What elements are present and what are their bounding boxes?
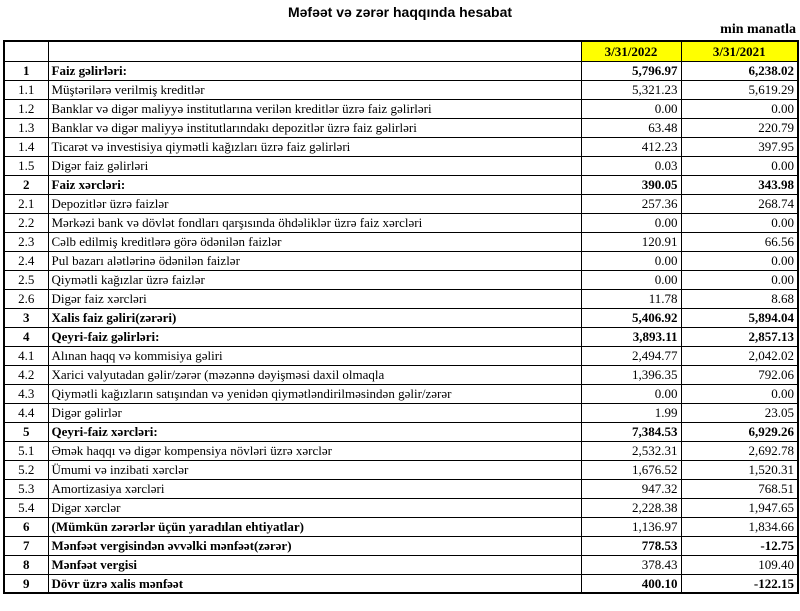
value-2022: 5,321.23 — [581, 80, 681, 99]
row-label: Ümumi və inzibati xərclər — [48, 460, 581, 479]
value-2021: 8.68 — [681, 289, 798, 308]
table-row — [4, 308, 798, 327]
table-row — [4, 536, 798, 555]
value-2021: 768.51 — [681, 479, 798, 498]
row-number: 2.2 — [4, 213, 48, 232]
value-2022: 0.00 — [581, 270, 681, 289]
row-label: (Mümkün zərərlər üçün yaradılan ehtiyatlar) — [48, 517, 581, 536]
column-header-2022: 3/31/2022 — [581, 41, 681, 61]
value-2022: 1.99 — [581, 403, 681, 422]
row-number: 4.2 — [4, 365, 48, 384]
report-table-body — [4, 61, 798, 593]
table-header-row — [4, 41, 798, 61]
row-number: 6 — [4, 517, 48, 536]
value-2021: 5,894.04 — [681, 308, 798, 327]
value-2022: 7,384.53 — [581, 422, 681, 441]
row-number: 5 — [4, 422, 48, 441]
row-label: Amortizasiya xərcləri — [48, 479, 581, 498]
row-number: 2.4 — [4, 251, 48, 270]
row-label: Müştərilərə verilmiş kreditlər — [48, 80, 581, 99]
value-2022: 5,796.97 — [581, 61, 681, 80]
value-2021: -122.15 — [681, 574, 798, 593]
value-2022: 1,396.35 — [581, 365, 681, 384]
value-2021: 0.00 — [681, 251, 798, 270]
row-label: Qiymətli kağızların satışından və yenidən qiymətləndirilməsindən gəlir/zərər — [48, 384, 581, 403]
table-row — [4, 137, 798, 156]
table-row — [4, 156, 798, 175]
value-2022: 390.05 — [581, 175, 681, 194]
value-2022: 400.10 — [581, 574, 681, 593]
row-label: Dövr üzrə xalis mənfəət — [48, 574, 581, 593]
table-row — [4, 213, 798, 232]
table-row — [4, 118, 798, 137]
value-2022: 11.78 — [581, 289, 681, 308]
row-label: Mərkəzi bank və dövlət fondları qarşısında öhdəliklər üzrə faiz xərcləri — [48, 213, 581, 232]
row-number: 5.3 — [4, 479, 48, 498]
table-row — [4, 479, 798, 498]
row-number: 1.1 — [4, 80, 48, 99]
row-label: Xalis faiz gəliri(zərəri) — [48, 308, 581, 327]
value-2021: 6,929.26 — [681, 422, 798, 441]
value-2021: 268.74 — [681, 194, 798, 213]
row-number: 4.1 — [4, 346, 48, 365]
value-2022: 120.91 — [581, 232, 681, 251]
row-number: 4 — [4, 327, 48, 346]
row-number: 5.4 — [4, 498, 48, 517]
value-2021: 2,692.78 — [681, 441, 798, 460]
row-number: 2.1 — [4, 194, 48, 213]
row-number: 8 — [4, 555, 48, 574]
table-row — [4, 327, 798, 346]
table-row — [4, 251, 798, 270]
unit-label: min manatla — [720, 22, 796, 37]
value-2021: 0.00 — [681, 384, 798, 403]
income-statement-table — [3, 40, 799, 594]
value-2022: 0.00 — [581, 251, 681, 270]
header-number-cell — [4, 41, 48, 61]
row-number: 4.4 — [4, 403, 48, 422]
value-2021: 2,042.02 — [681, 346, 798, 365]
row-label: Digər xərclər — [48, 498, 581, 517]
table-row — [4, 498, 798, 517]
value-2022: 3,893.11 — [581, 327, 681, 346]
row-label: Faiz xərcləri: — [48, 175, 581, 194]
value-2022: 0.00 — [581, 384, 681, 403]
row-label: Mənfəət vergisi — [48, 555, 581, 574]
row-number: 7 — [4, 536, 48, 555]
value-2021: 109.40 — [681, 555, 798, 574]
row-number: 4.3 — [4, 384, 48, 403]
row-label: Əmək haqqı və digər kompensiya növləri üzrə xərclər — [48, 441, 581, 460]
table-row — [4, 61, 798, 80]
value-2021: 1,834.66 — [681, 517, 798, 536]
table-row — [4, 232, 798, 251]
value-2021: 23.05 — [681, 403, 798, 422]
table-row — [4, 80, 798, 99]
row-number: 1 — [4, 61, 48, 80]
value-2022: 257.36 — [581, 194, 681, 213]
value-2022: 947.32 — [581, 479, 681, 498]
table-row — [4, 346, 798, 365]
table-row — [4, 517, 798, 536]
row-number: 1.3 — [4, 118, 48, 137]
value-2022: 2,532.31 — [581, 441, 681, 460]
value-2021: 792.06 — [681, 365, 798, 384]
row-label: Digər faiz gəlirləri — [48, 156, 581, 175]
value-2022: 63.48 — [581, 118, 681, 137]
row-label: Pul bazarı alətlərinə ödənilən faizlər — [48, 251, 581, 270]
value-2021: 1,947.65 — [681, 498, 798, 517]
table-row — [4, 555, 798, 574]
value-2021: 6,238.02 — [681, 61, 798, 80]
row-number: 5.2 — [4, 460, 48, 479]
table-row — [4, 422, 798, 441]
value-2021: 397.95 — [681, 137, 798, 156]
row-label: Banklar və digər maliyyə institutlarındakı depozitlər üzrə faiz gəlirləri — [48, 118, 581, 137]
row-label: Digər gəlirlər — [48, 403, 581, 422]
row-label: Alınan haqq və kommisiya gəliri — [48, 346, 581, 365]
value-2022: 412.23 — [581, 137, 681, 156]
row-number: 9 — [4, 574, 48, 593]
value-2021: -12.75 — [681, 536, 798, 555]
value-2021: 343.98 — [681, 175, 798, 194]
value-2022: 0.00 — [581, 99, 681, 118]
value-2021: 0.00 — [681, 270, 798, 289]
value-2021: 0.00 — [681, 156, 798, 175]
row-label: Faiz gəlirləri: — [48, 61, 581, 80]
table-row — [4, 441, 798, 460]
column-header-2021: 3/31/2021 — [681, 41, 798, 61]
value-2022: 2,494.77 — [581, 346, 681, 365]
page-title: Məfəət və zərər haqqında hesabat — [287, 4, 513, 20]
value-2022: 2,228.38 — [581, 498, 681, 517]
row-label: Mənfəət vergisindən əvvəlki mənfəət(zərər) — [48, 536, 581, 555]
table-row — [4, 460, 798, 479]
value-2021: 5,619.29 — [681, 80, 798, 99]
row-number: 2 — [4, 175, 48, 194]
row-label: Digər faiz xərcləri — [48, 289, 581, 308]
value-2022: 0.00 — [581, 213, 681, 232]
value-2022: 0.03 — [581, 156, 681, 175]
value-2022: 1,676.52 — [581, 460, 681, 479]
row-label: Qeyri-faiz gəlirləri: — [48, 327, 581, 346]
row-number: 5.1 — [4, 441, 48, 460]
value-2021: 0.00 — [681, 99, 798, 118]
table-row — [4, 365, 798, 384]
value-2022: 1,136.97 — [581, 517, 681, 536]
row-number: 1.2 — [4, 99, 48, 118]
row-label: Cəlb edilmiş kreditlərə görə ödənilən faizlər — [48, 232, 581, 251]
value-2021: 0.00 — [681, 213, 798, 232]
table-row — [4, 270, 798, 289]
header-label-cell — [48, 41, 581, 61]
table-row — [4, 384, 798, 403]
row-number: 2.5 — [4, 270, 48, 289]
value-2021: 66.56 — [681, 232, 798, 251]
row-number: 1.5 — [4, 156, 48, 175]
value-2022: 778.53 — [581, 536, 681, 555]
table-row — [4, 99, 798, 118]
row-number: 1.4 — [4, 137, 48, 156]
value-2022: 5,406.92 — [581, 308, 681, 327]
value-2021: 2,857.13 — [681, 327, 798, 346]
row-label: Banklar və digər maliyyə institutlarına verilən kreditlər üzrə faiz gəlirləri — [48, 99, 581, 118]
table-row — [4, 403, 798, 422]
row-label: Qiymətli kağızlar üzrə faizlər — [48, 270, 581, 289]
value-2021: 220.79 — [681, 118, 798, 137]
table-row — [4, 194, 798, 213]
table-row — [4, 574, 798, 593]
value-2022: 378.43 — [581, 555, 681, 574]
row-number: 2.6 — [4, 289, 48, 308]
row-number: 3 — [4, 308, 48, 327]
table-row — [4, 175, 798, 194]
row-label: Xarici valyutadan gəlir/zərər (məzənnə dəyişməsi daxil olmaqla — [48, 365, 581, 384]
value-2021: 1,520.31 — [681, 460, 798, 479]
row-number: 2.3 — [4, 232, 48, 251]
row-label: Qeyri-faiz xərcləri: — [48, 422, 581, 441]
row-label: Ticarət və investisiya qiymətli kağızları üzrə faiz gəlirləri — [48, 137, 581, 156]
table-row — [4, 289, 798, 308]
row-label: Depozitlər üzrə faizlər — [48, 194, 581, 213]
